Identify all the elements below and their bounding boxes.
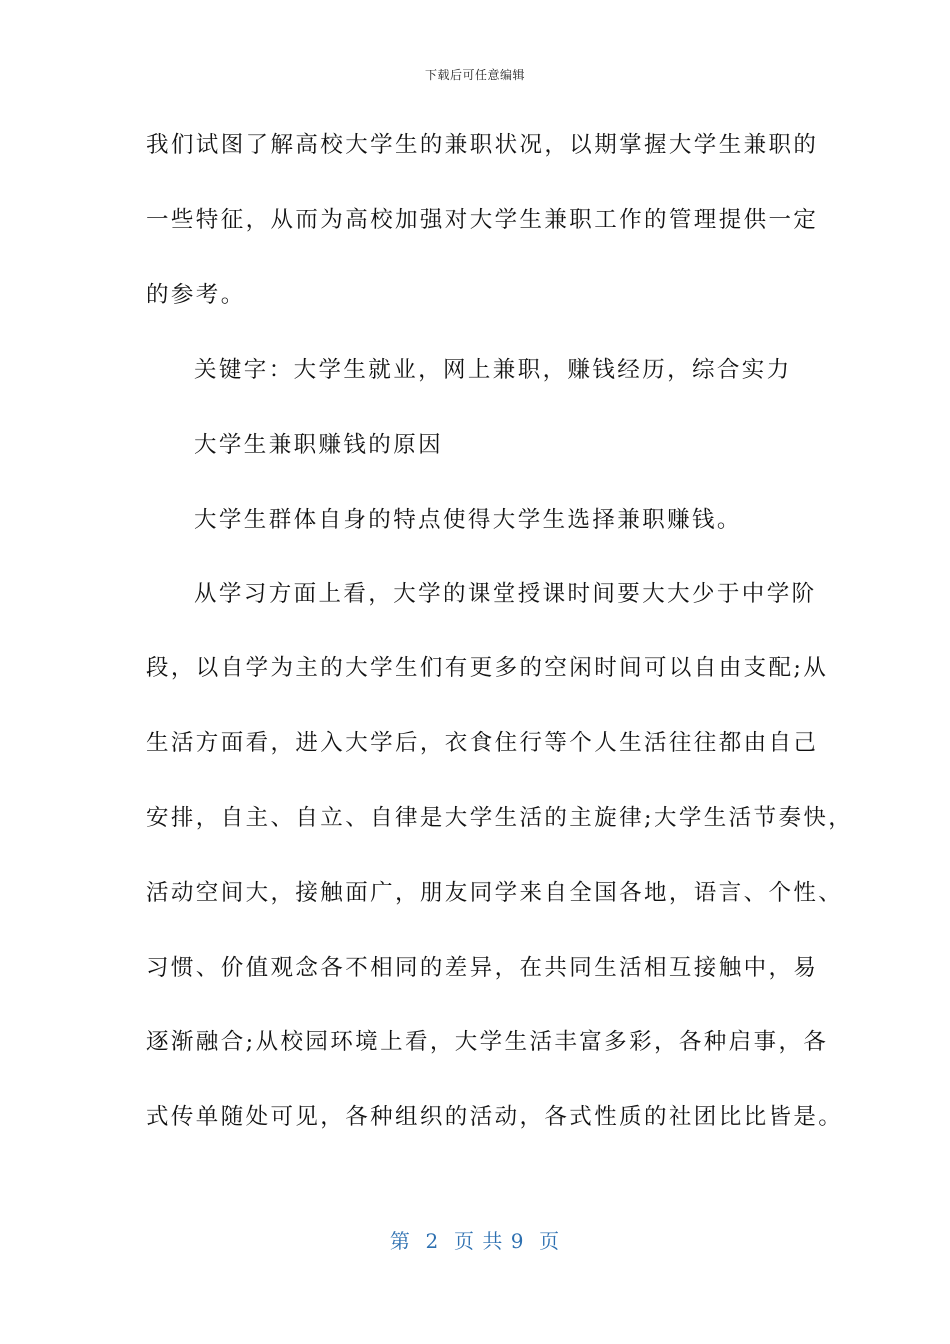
text-line: 逐渐融合;从校园环境上看，大学生活丰富多彩，各种启事，各 — [146, 1029, 829, 1055]
text-line: 活动空间大，接触面广，朋友同学来自全国各地，语言、个性、 — [146, 880, 844, 906]
text-line: 的参考。 — [146, 282, 246, 308]
text-line: 式传单随处可见，各种组织的活动，各式性质的社团比比皆是。 — [146, 1104, 844, 1130]
text-line: 一些特征，从而为高校加强对大学生兼职工作的管理提供一定 — [146, 207, 819, 233]
section-heading: 大学生兼职赚钱的原因 — [194, 432, 444, 458]
text-line: 段，以自学为主的大学生们有更多的空闲时间可以自由支配;从 — [146, 655, 829, 681]
text-line: 习惯、价值观念各不相同的差异，在共同生活相互接触中，易 — [146, 955, 819, 981]
page-number-footer: 第 2 页 共 9 页 — [389, 1229, 561, 1253]
text-line: 大学生群体自身的特点使得大学生选择兼职赚钱。 — [194, 507, 742, 533]
text-line: 我们试图了解高校大学生的兼职状况，以期掌握大学生兼职的 — [146, 132, 819, 158]
keywords-line: 关键字：大学生就业，网上兼职，赚钱经历，综合实力 — [194, 357, 792, 383]
text-line: 安排，自主、自立、自律是大学生活的主旋律;大学生活节奏快， — [146, 805, 854, 831]
text-line: 生活方面看，进入大学后，衣食住行等个人生活往往都由自己 — [146, 730, 819, 756]
page-header-note: 下载后可任意编辑 — [424, 68, 525, 82]
text-line: 从学习方面上看，大学的课堂授课时间要大大少于中学阶 — [194, 581, 817, 607]
